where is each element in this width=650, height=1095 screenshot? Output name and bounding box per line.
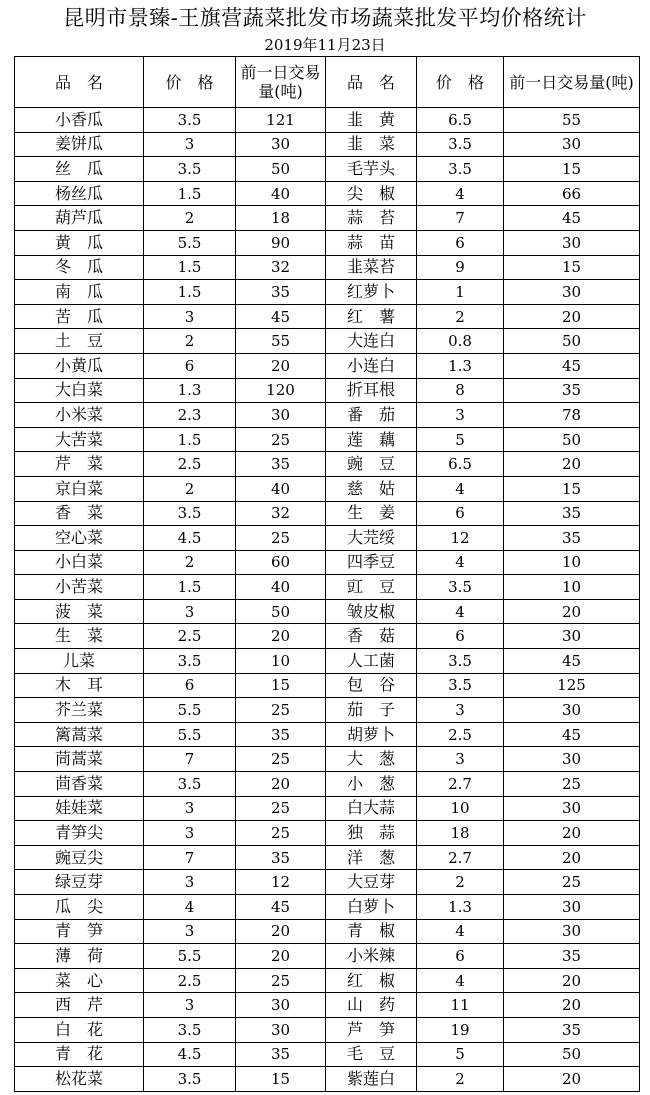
cell-name-right: 毛芋头: [326, 157, 417, 182]
cell-volume-left: 35: [236, 1042, 326, 1067]
cell-volume-right: 30: [504, 919, 640, 944]
cell-name-left: 土 豆: [15, 329, 144, 354]
cell-volume-right: 45: [504, 649, 640, 674]
cell-volume-left: 25: [236, 427, 326, 452]
cell-name-right: 莲 藕: [326, 427, 417, 452]
cell-volume-right: 30: [504, 698, 640, 723]
cell-volume-left: 15: [236, 673, 326, 698]
header-price-left: 价 格: [144, 57, 236, 108]
cell-price-left: 1.5: [144, 427, 236, 452]
cell-volume-right: 20: [504, 304, 640, 329]
cell-volume-right: 10: [504, 550, 640, 575]
cell-name-right: 芦 笋: [326, 1017, 417, 1042]
cell-price-left: 6: [144, 673, 236, 698]
cell-name-right: 皱皮椒: [326, 599, 417, 624]
cell-volume-right: 35: [504, 1017, 640, 1042]
cell-volume-left: 20: [236, 772, 326, 797]
cell-volume-left: 20: [236, 353, 326, 378]
cell-name-right: 生 姜: [326, 501, 417, 526]
table-row: [15, 722, 640, 747]
cell-name-right: 小 葱: [326, 772, 417, 797]
cell-name-right: 四季豆: [326, 550, 417, 575]
cell-volume-left: 45: [236, 895, 326, 920]
cell-volume-right: 30: [504, 796, 640, 821]
cell-name-left: 香 菜: [15, 501, 144, 526]
cell-price-left: 5.5: [144, 698, 236, 723]
cell-name-right: 红 椒: [326, 968, 417, 993]
cell-name-left: 瓜 尖: [15, 895, 144, 920]
cell-price-left: 3: [144, 870, 236, 895]
cell-volume-left: 30: [236, 1017, 326, 1042]
table-row: [15, 329, 640, 354]
cell-volume-left: 25: [236, 821, 326, 846]
cell-volume-left: 40: [236, 181, 326, 206]
table-row: [15, 255, 640, 280]
table-row: [15, 206, 640, 231]
cell-price-right: 6.5: [417, 108, 504, 133]
header-volume-right: [504, 57, 640, 108]
cell-price-left: 3: [144, 796, 236, 821]
cell-volume-right: 25: [504, 772, 640, 797]
cell-name-left: 青 花: [15, 1042, 144, 1067]
cell-price-left: 3.5: [144, 108, 236, 133]
table-row: [15, 944, 640, 969]
cell-volume-left: 25: [236, 698, 326, 723]
cell-price-right: 7: [417, 206, 504, 231]
cell-volume-right: 45: [504, 353, 640, 378]
cell-volume-right: 30: [504, 747, 640, 772]
cell-price-right: 5: [417, 1042, 504, 1067]
table-row: [15, 845, 640, 870]
cell-name-right: 毛 豆: [326, 1042, 417, 1067]
cell-name-right: 小连白: [326, 353, 417, 378]
cell-name-right: 人工菌: [326, 649, 417, 674]
cell-volume-left: 30: [236, 132, 326, 157]
table-row: [15, 108, 640, 133]
cell-volume-right: 20: [504, 599, 640, 624]
cell-volume-left: 15: [236, 1067, 326, 1092]
cell-price-left: 5.5: [144, 230, 236, 255]
cell-price-left: 2.5: [144, 968, 236, 993]
cell-name-left: 豌豆尖: [15, 845, 144, 870]
header-name-left: 品 名: [15, 57, 144, 108]
cell-volume-left: 20: [236, 919, 326, 944]
cell-price-right: 4: [417, 599, 504, 624]
cell-volume-left: 32: [236, 255, 326, 280]
cell-volume-right: 30: [504, 624, 640, 649]
cell-price-left: 3: [144, 304, 236, 329]
table-row: [15, 353, 640, 378]
cell-price-right: 6: [417, 501, 504, 526]
cell-price-right: 4: [417, 476, 504, 501]
cell-price-left: 7: [144, 845, 236, 870]
table-row: [15, 157, 640, 182]
cell-volume-left: 32: [236, 501, 326, 526]
cell-name-left: 木 耳: [15, 673, 144, 698]
cell-name-right: 红萝卜: [326, 280, 417, 305]
table-row: [15, 378, 640, 403]
cell-name-left: 小香瓜: [15, 108, 144, 133]
cell-volume-left: 25: [236, 526, 326, 551]
cell-volume-left: 45: [236, 304, 326, 329]
cell-name-left: 大苦菜: [15, 427, 144, 452]
cell-price-right: 1.3: [417, 895, 504, 920]
cell-volume-right: 35: [504, 526, 640, 551]
cell-price-left: 1.5: [144, 280, 236, 305]
cell-price-left: 5.5: [144, 944, 236, 969]
cell-name-right: 蒜 苗: [326, 230, 417, 255]
cell-price-right: 3.5: [417, 649, 504, 674]
cell-volume-right: 20: [504, 968, 640, 993]
cell-volume-left: 25: [236, 796, 326, 821]
table-row: [15, 526, 640, 551]
cell-price-left: 2.3: [144, 403, 236, 428]
cell-volume-right: 15: [504, 255, 640, 280]
cell-name-left: 菜 心: [15, 968, 144, 993]
cell-volume-right: 30: [504, 280, 640, 305]
cell-name-left: 白 花: [15, 1017, 144, 1042]
cell-price-left: 3.5: [144, 649, 236, 674]
cell-volume-left: 40: [236, 575, 326, 600]
cell-volume-right: 20: [504, 821, 640, 846]
cell-volume-right: 20: [504, 1067, 640, 1092]
cell-price-right: 2.5: [417, 722, 504, 747]
cell-volume-right: 66: [504, 181, 640, 206]
price-table: [14, 56, 640, 1092]
cell-name-left: 茴香菜: [15, 772, 144, 797]
page-title: 昆明市景臻-王旗营蔬菜批发市场蔬菜批发平均价格统计: [63, 6, 587, 30]
cell-price-right: 5: [417, 427, 504, 452]
table-row: [15, 673, 640, 698]
cell-name-left: 茼蒿菜: [15, 747, 144, 772]
header-volume-left-label: 前一日交易量(吨): [240, 63, 321, 101]
cell-price-right: 3: [417, 698, 504, 723]
cell-name-right: 白大蒜: [326, 796, 417, 821]
cell-volume-left: 90: [236, 230, 326, 255]
header-volume-right-label: 前一日交易量(吨): [509, 72, 634, 92]
cell-name-left: 薄 荷: [15, 944, 144, 969]
table-row: [15, 821, 640, 846]
cell-volume-right: 20: [504, 993, 640, 1018]
cell-name-left: 小苦菜: [15, 575, 144, 600]
cell-volume-right: 55: [504, 108, 640, 133]
cell-price-left: 3.5: [144, 1067, 236, 1092]
cell-name-right: 香 菇: [326, 624, 417, 649]
cell-price-left: 2: [144, 476, 236, 501]
cell-volume-left: 40: [236, 476, 326, 501]
cell-price-left: 2: [144, 550, 236, 575]
cell-price-left: 3: [144, 132, 236, 157]
cell-name-left: 绿豆芽: [15, 870, 144, 895]
cell-price-right: 8: [417, 378, 504, 403]
cell-name-left: 南 瓜: [15, 280, 144, 305]
cell-name-left: 娃娃菜: [15, 796, 144, 821]
cell-name-right: 蒜 苔: [326, 206, 417, 231]
cell-volume-left: 50: [236, 599, 326, 624]
cell-volume-left: 35: [236, 280, 326, 305]
cell-name-left: 丝 瓜: [15, 157, 144, 182]
cell-price-right: 2: [417, 1067, 504, 1092]
cell-price-right: 3.5: [417, 575, 504, 600]
cell-price-left: 1.3: [144, 378, 236, 403]
cell-price-left: 2: [144, 329, 236, 354]
cell-volume-right: 20: [504, 452, 640, 477]
header-name-right: 品 名: [326, 57, 417, 108]
cell-price-right: 4: [417, 919, 504, 944]
cell-name-left: 冬 瓜: [15, 255, 144, 280]
table-row: [15, 747, 640, 772]
cell-volume-left: 30: [236, 403, 326, 428]
cell-name-left: 儿菜: [15, 649, 144, 674]
cell-volume-left: 35: [236, 452, 326, 477]
cell-price-right: 3.5: [417, 673, 504, 698]
table-row: [15, 1017, 640, 1042]
cell-name-left: 小白菜: [15, 550, 144, 575]
cell-price-left: 4: [144, 895, 236, 920]
cell-name-right: 韭菜苔: [326, 255, 417, 280]
cell-price-left: 1.5: [144, 181, 236, 206]
cell-price-left: 2.5: [144, 452, 236, 477]
cell-name-left: 生 菜: [15, 624, 144, 649]
cell-volume-left: 20: [236, 944, 326, 969]
table-row: [15, 1067, 640, 1092]
cell-name-right: 茄 子: [326, 698, 417, 723]
cell-price-right: 19: [417, 1017, 504, 1042]
table-row: [15, 649, 640, 674]
cell-name-right: 洋 葱: [326, 845, 417, 870]
header-volume-left: [236, 57, 326, 108]
cell-volume-left: 120: [236, 378, 326, 403]
cell-name-left: 篱蒿菜: [15, 722, 144, 747]
cell-name-right: 大连白: [326, 329, 417, 354]
cell-price-left: 2: [144, 206, 236, 231]
table-row: [15, 796, 640, 821]
cell-volume-left: 30: [236, 993, 326, 1018]
cell-name-left: 小米菜: [15, 403, 144, 428]
cell-price-right: 3: [417, 403, 504, 428]
table-row: [15, 403, 640, 428]
table-row: [15, 772, 640, 797]
table-row: [15, 132, 640, 157]
table-row: [15, 575, 640, 600]
cell-price-left: 3.5: [144, 1017, 236, 1042]
cell-price-right: 2.7: [417, 772, 504, 797]
table-row: [15, 870, 640, 895]
cell-price-left: 3.5: [144, 501, 236, 526]
cell-volume-right: 35: [504, 501, 640, 526]
cell-name-left: 京白菜: [15, 476, 144, 501]
cell-volume-right: 45: [504, 206, 640, 231]
cell-price-left: 3: [144, 599, 236, 624]
cell-name-right: 大 葱: [326, 747, 417, 772]
cell-price-right: 6: [417, 624, 504, 649]
cell-price-left: 3.5: [144, 157, 236, 182]
cell-volume-right: 50: [504, 427, 640, 452]
cell-volume-right: 45: [504, 722, 640, 747]
cell-price-left: 1.5: [144, 255, 236, 280]
cell-volume-left: 50: [236, 157, 326, 182]
cell-volume-left: 121: [236, 108, 326, 133]
table-row: [15, 599, 640, 624]
table-row: [15, 993, 640, 1018]
cell-price-left: 1.5: [144, 575, 236, 600]
cell-volume-left: 35: [236, 845, 326, 870]
cell-price-right: 4: [417, 968, 504, 993]
cell-volume-right: 35: [504, 378, 640, 403]
cell-name-right: 小米辣: [326, 944, 417, 969]
cell-name-right: 豌 豆: [326, 452, 417, 477]
cell-name-right: 韭 菜: [326, 132, 417, 157]
cell-price-left: 7: [144, 747, 236, 772]
cell-volume-right: 30: [504, 132, 640, 157]
table-row: [15, 304, 640, 329]
cell-name-left: 松花菜: [15, 1067, 144, 1092]
table-row: [15, 895, 640, 920]
cell-name-right: 胡萝卜: [326, 722, 417, 747]
cell-name-left: 空心菜: [15, 526, 144, 551]
cell-name-right: 红 薯: [326, 304, 417, 329]
cell-volume-left: 10: [236, 649, 326, 674]
cell-volume-left: 35: [236, 722, 326, 747]
cell-name-left: 菠 菜: [15, 599, 144, 624]
cell-price-right: 3.5: [417, 132, 504, 157]
cell-name-left: 西 芹: [15, 993, 144, 1018]
cell-volume-right: 50: [504, 329, 640, 354]
cell-price-right: 9: [417, 255, 504, 280]
cell-price-right: 10: [417, 796, 504, 821]
table-row: [15, 968, 640, 993]
cell-volume-right: 25: [504, 870, 640, 895]
table-row: [15, 452, 640, 477]
cell-name-right: 包 谷: [326, 673, 417, 698]
table-row: [15, 280, 640, 305]
report-date: 2019年11月23日: [264, 36, 386, 54]
cell-name-right: 韭 黄: [326, 108, 417, 133]
cell-name-left: 苦 瓜: [15, 304, 144, 329]
cell-price-right: 3: [417, 747, 504, 772]
cell-volume-right: 125: [504, 673, 640, 698]
cell-volume-left: 18: [236, 206, 326, 231]
cell-name-left: 青笋尖: [15, 821, 144, 846]
header-price-right: 价 格: [417, 57, 504, 108]
table-row: [15, 550, 640, 575]
cell-price-left: 4.5: [144, 1042, 236, 1067]
cell-price-right: 6: [417, 944, 504, 969]
table-header-row: [15, 57, 640, 108]
cell-volume-left: 25: [236, 747, 326, 772]
table-row: [15, 501, 640, 526]
cell-name-right: 豇 豆: [326, 575, 417, 600]
cell-name-right: 独 蒜: [326, 821, 417, 846]
cell-name-right: 大芫绥: [326, 526, 417, 551]
table-row: [15, 1042, 640, 1067]
cell-name-right: 大豆芽: [326, 870, 417, 895]
cell-volume-left: 55: [236, 329, 326, 354]
cell-price-left: 4.5: [144, 526, 236, 551]
cell-price-left: 2.5: [144, 624, 236, 649]
cell-name-right: 青 椒: [326, 919, 417, 944]
cell-price-right: 1.3: [417, 353, 504, 378]
cell-volume-right: 50: [504, 1042, 640, 1067]
cell-name-left: 杨丝瓜: [15, 181, 144, 206]
cell-name-left: 芥兰菜: [15, 698, 144, 723]
cell-name-right: 折耳根: [326, 378, 417, 403]
cell-price-right: 2: [417, 304, 504, 329]
cell-price-right: 11: [417, 993, 504, 1018]
cell-price-left: 5.5: [144, 722, 236, 747]
cell-name-left: 黄 瓜: [15, 230, 144, 255]
table-row: [15, 919, 640, 944]
cell-name-left: 葫芦瓜: [15, 206, 144, 231]
cell-name-left: 姜饼瓜: [15, 132, 144, 157]
cell-volume-right: 35: [504, 944, 640, 969]
cell-price-right: 18: [417, 821, 504, 846]
table-row: [15, 181, 640, 206]
cell-price-right: 12: [417, 526, 504, 551]
cell-name-right: 山 药: [326, 993, 417, 1018]
cell-price-right: 4: [417, 181, 504, 206]
cell-volume-left: 20: [236, 624, 326, 649]
cell-name-right: 番 茄: [326, 403, 417, 428]
cell-price-right: 4: [417, 550, 504, 575]
cell-price-left: 3: [144, 993, 236, 1018]
cell-volume-right: 30: [504, 895, 640, 920]
cell-volume-right: 30: [504, 230, 640, 255]
cell-volume-right: 15: [504, 476, 640, 501]
table-row: [15, 427, 640, 452]
cell-price-right: 2: [417, 870, 504, 895]
cell-name-right: 慈 姑: [326, 476, 417, 501]
cell-price-left: 6: [144, 353, 236, 378]
cell-name-left: 小黄瓜: [15, 353, 144, 378]
cell-price-right: 3.5: [417, 157, 504, 182]
cell-volume-right: 10: [504, 575, 640, 600]
cell-price-right: 1: [417, 280, 504, 305]
cell-name-right: 紫莲白: [326, 1067, 417, 1092]
cell-price-right: 6: [417, 230, 504, 255]
cell-volume-left: 25: [236, 968, 326, 993]
table-row: [15, 230, 640, 255]
cell-name-left: 大白菜: [15, 378, 144, 403]
cell-price-right: 0.8: [417, 329, 504, 354]
cell-price-right: 2.7: [417, 845, 504, 870]
cell-volume-right: 15: [504, 157, 640, 182]
cell-name-left: 青 笋: [15, 919, 144, 944]
table-row: [15, 698, 640, 723]
cell-name-right: 尖 椒: [326, 181, 417, 206]
cell-price-left: 3.5: [144, 772, 236, 797]
cell-price-left: 3: [144, 919, 236, 944]
table-row: [15, 624, 640, 649]
cell-volume-right: 20: [504, 845, 640, 870]
table-row: [15, 476, 640, 501]
cell-volume-right: 78: [504, 403, 640, 428]
cell-price-right: 6.5: [417, 452, 504, 477]
cell-name-left: 芹 菜: [15, 452, 144, 477]
cell-volume-left: 60: [236, 550, 326, 575]
cell-name-right: 白萝卜: [326, 895, 417, 920]
cell-volume-left: 12: [236, 870, 326, 895]
cell-price-left: 3: [144, 821, 236, 846]
